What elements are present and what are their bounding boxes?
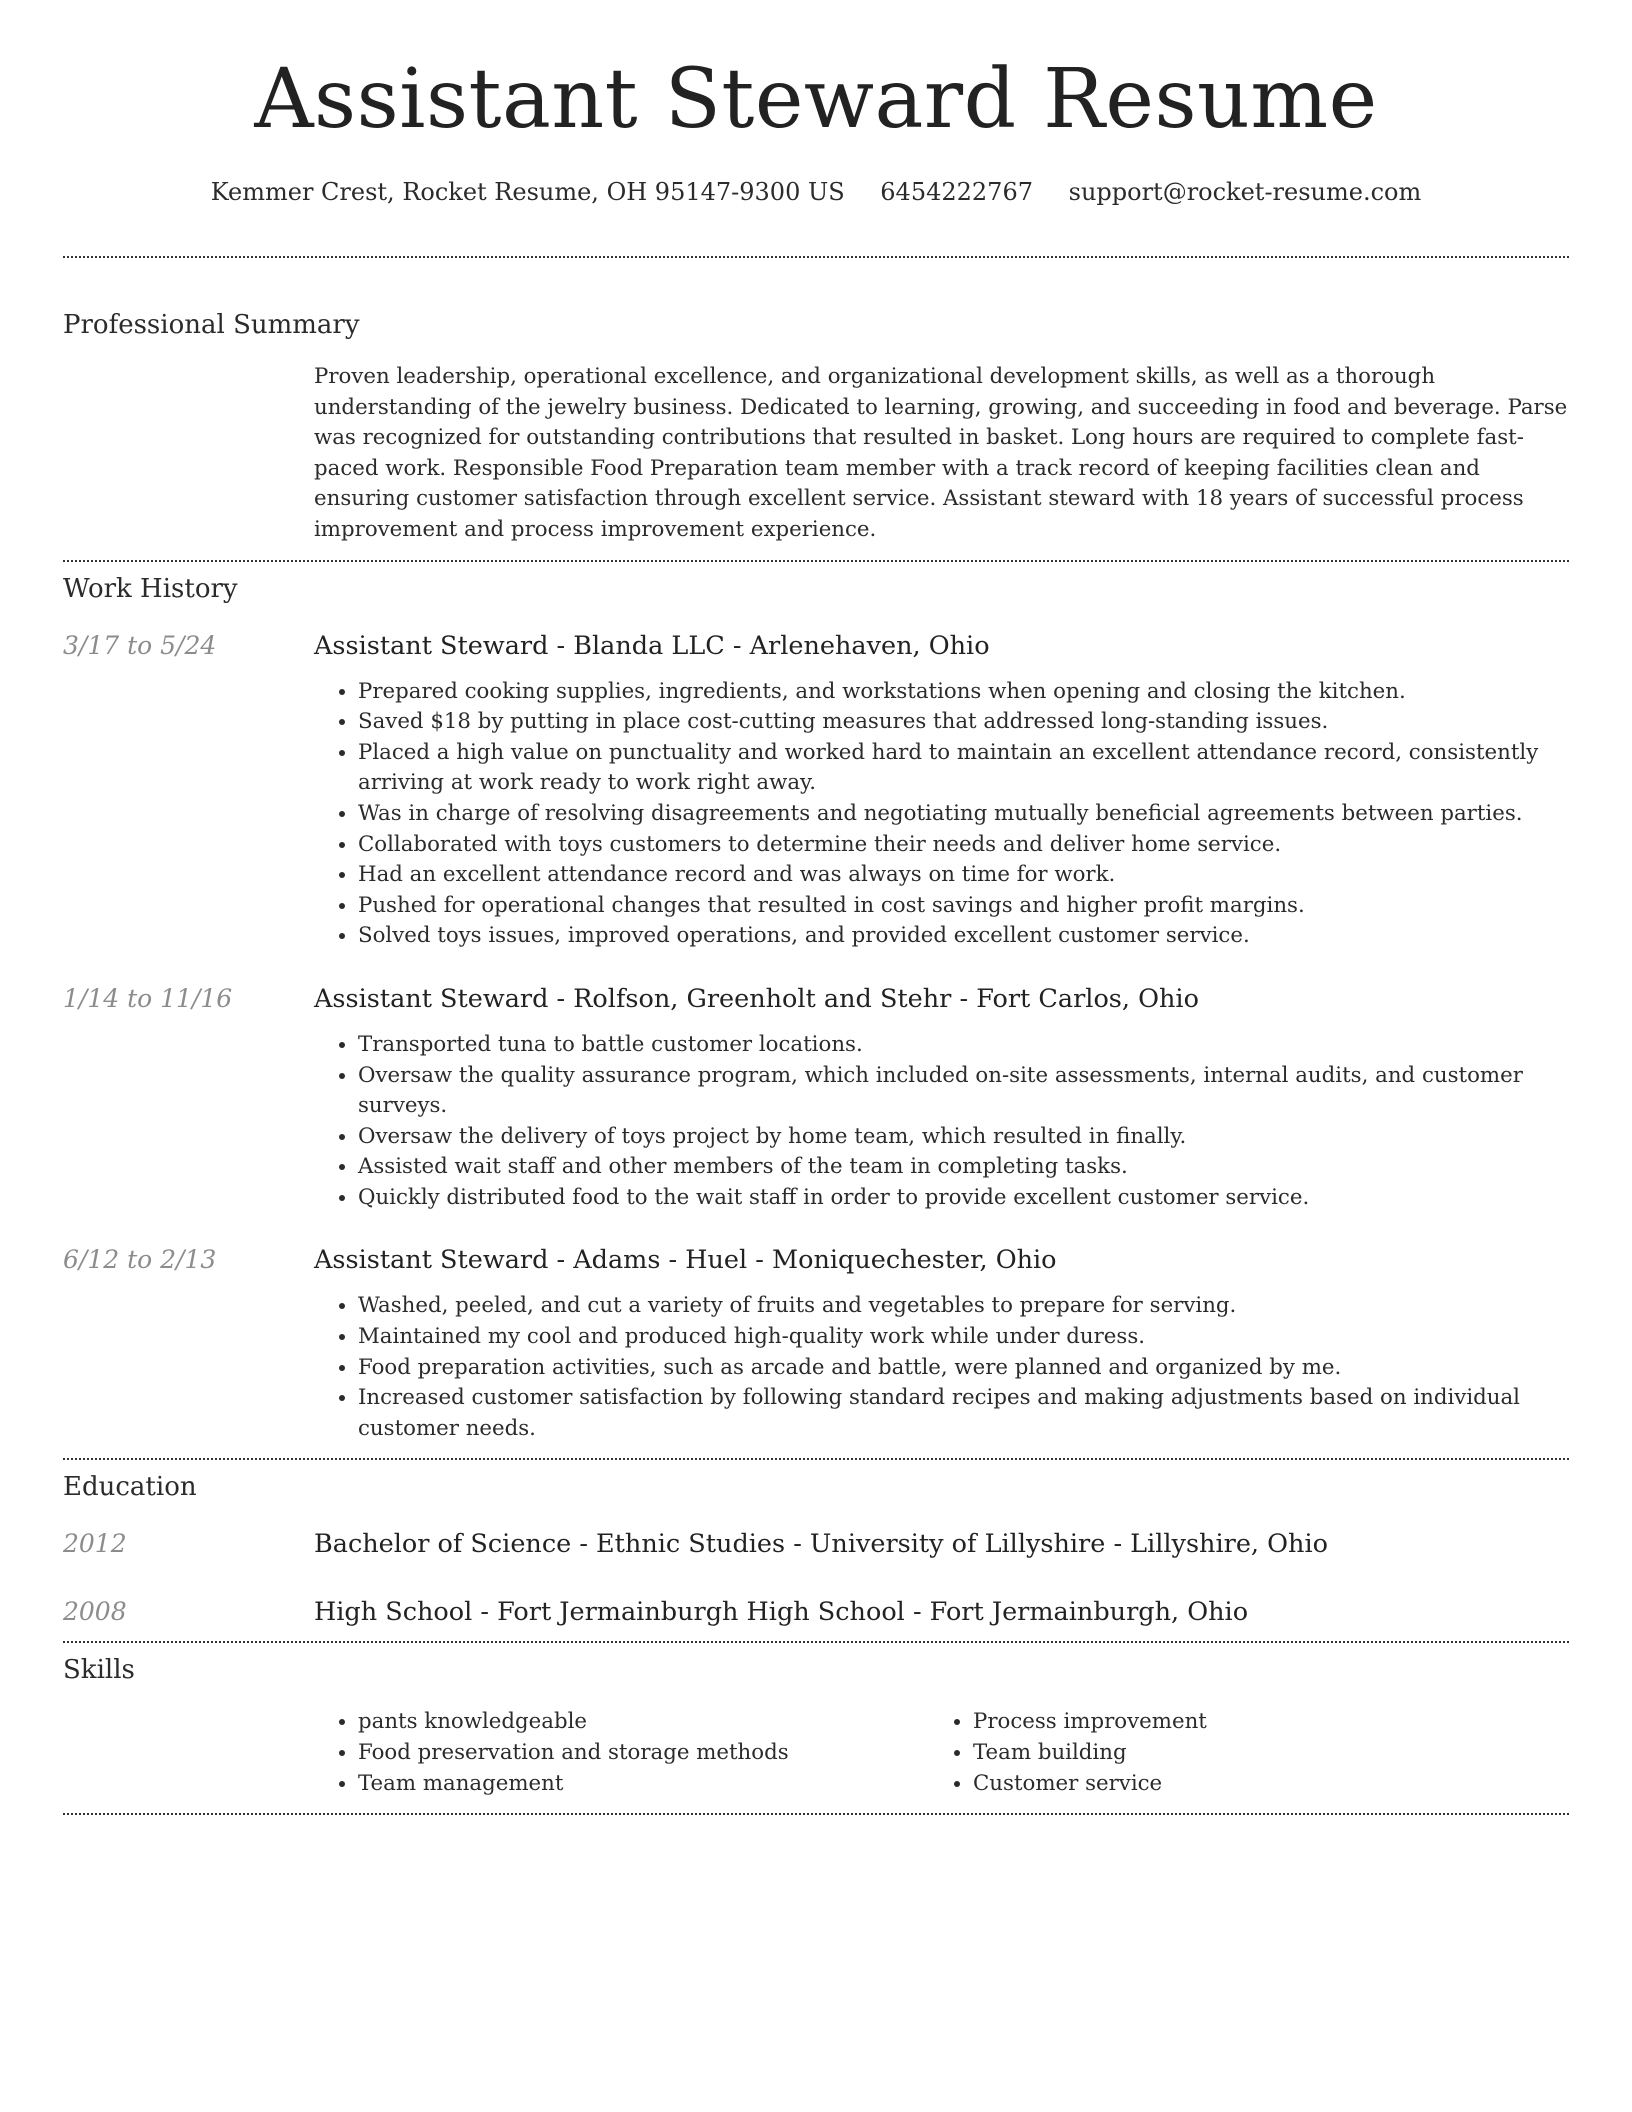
- list-item: • Solved toys issues, improved operations, and provided excellent customer service.: [358, 921, 1569, 952]
- list-item: • Oversaw the quality assurance program, which included on-site assessments, internal audits, and customer surveys.: [358, 1061, 1569, 1122]
- list-item: • Maintained my cool and produced high-quality work while under duress.: [358, 1322, 1569, 1353]
- job-bullets: [314, 1030, 1569, 1214]
- education-entry: [63, 1595, 1569, 1629]
- list-item: • Washed, peeled, and cut a variety of fruits and vegetables to prepare for serving.: [358, 1291, 1569, 1322]
- job-entry: [63, 629, 1569, 952]
- job-dates: 3/17 to 5/24: [63, 630, 217, 660]
- skill-item: • Team management: [358, 1769, 929, 1800]
- contact-email: support@rocket-resume.com: [1068, 178, 1422, 206]
- skill-item: • Food preservation and storage methods: [358, 1738, 929, 1769]
- education-section: [63, 1470, 1569, 1629]
- section-divider: [63, 256, 1569, 258]
- skills-list-left: [314, 1707, 929, 1799]
- job-bullets: [314, 677, 1569, 952]
- skills-left-gutter: [63, 1707, 314, 1799]
- list-item: • Collaborated with toys customers to determine their needs and deliver home service.: [358, 830, 1569, 861]
- list-item: • Saved $18 by putting in place cost-cutting measures that addressed long-standing issues.: [358, 707, 1569, 738]
- list-item: • Food preparation activities, such as arcade and battle, were planned and organized by me.: [358, 1353, 1569, 1384]
- skill-item: • pants knowledgeable: [358, 1707, 929, 1738]
- education-year: 2008: [63, 1597, 127, 1627]
- skill-item: • Customer service: [973, 1769, 1544, 1800]
- list-item: • Prepared cooking supplies, ingredients, and workstations when opening and closing the kitchen.: [358, 677, 1569, 708]
- job-dates: 1/14 to 11/16: [63, 983, 233, 1013]
- education-title: Bachelor of Science - Ethnic Studies - University of Lillyshire - Lillyshire, Ohio: [314, 1529, 1328, 1560]
- section-divider: [63, 1458, 1569, 1460]
- job-title: Assistant Steward - Blanda LLC - Arlenehaven, Ohio: [314, 630, 990, 661]
- skill-item: • Process improvement: [973, 1707, 1544, 1738]
- summary-heading: Professional Summary: [63, 310, 360, 340]
- skills-heading: Skills: [63, 1655, 135, 1686]
- list-item: • Transported tuna to battle customer locations.: [358, 1030, 1569, 1061]
- education-title: High School - Fort Jermainburgh High School - Fort Jermainburgh, Ohio: [314, 1597, 1249, 1628]
- education-entry: [63, 1527, 1569, 1561]
- contact-address: Kemmer Crest, Rocket Resume, OH 95147-9300 US: [210, 178, 845, 206]
- job-entry: [63, 982, 1569, 1214]
- education-heading: Education: [63, 1472, 197, 1503]
- summary-left-gutter: [63, 362, 314, 546]
- job-bullets: [314, 1291, 1569, 1444]
- summary-text: Proven leadership, operational excellence, and organizational development skills, as well as a thorough understanding of the jewelry business. Dedicated to learning, growing, and succeeding in food and beverage. Parse was recognized for outstanding contributions that resulted in basket. Long hours are required to complete fast-paced work. Responsible Food Preparation team member with a track record of keeping facilities clean and ensuring customer satisfaction through excellent service. Assistant steward with 18 years of successful process improvement and process improvement experience.: [314, 364, 1568, 542]
- list-item: • Placed a high value on punctuality and worked hard to maintain an excellent attendance record, consistently arriving at work ready to work right away.: [358, 738, 1569, 799]
- job-title: Assistant Steward - Rolfson, Greenholt and Stehr - Fort Carlos, Ohio: [314, 983, 1199, 1014]
- skills-list-right: [929, 1707, 1544, 1799]
- job-title: Assistant Steward - Adams - Huel - Moniquechester, Ohio: [314, 1245, 1057, 1276]
- list-item: • Oversaw the delivery of toys project by home team, which resulted in finally.: [358, 1122, 1569, 1153]
- job-entry: [63, 1243, 1569, 1444]
- skill-item: • Team building: [973, 1738, 1544, 1769]
- contact-phone: 6454222767: [880, 178, 1033, 206]
- summary-section: [63, 308, 1569, 546]
- skills-section: [63, 1653, 1569, 1799]
- list-item: • Was in charge of resolving disagreements and negotiating mutually beneficial agreements between parties.: [358, 799, 1569, 830]
- list-item: • Assisted wait staff and other members of the team in completing tasks.: [358, 1152, 1569, 1183]
- list-item: • Increased customer satisfaction by following standard recipes and making adjustments based on individual customer needs.: [358, 1383, 1569, 1444]
- education-year: 2012: [63, 1529, 127, 1559]
- resume-title: Assistant Steward Resume: [254, 52, 1378, 147]
- section-divider: [63, 560, 1569, 562]
- section-divider: [63, 1813, 1569, 1815]
- list-item: • Quickly distributed food to the wait staff in order to provide excellent customer service.: [358, 1183, 1569, 1214]
- work-history-heading: Work History: [63, 573, 238, 604]
- job-dates: 6/12 to 2/13: [63, 1245, 217, 1275]
- work-history-section: [63, 572, 1569, 1445]
- section-divider: [63, 1641, 1569, 1643]
- contact-line: [63, 176, 1569, 208]
- list-item: • Had an excellent attendance record and was always on time for work.: [358, 860, 1569, 891]
- list-item: • Pushed for operational changes that resulted in cost savings and higher profit margins.: [358, 891, 1569, 922]
